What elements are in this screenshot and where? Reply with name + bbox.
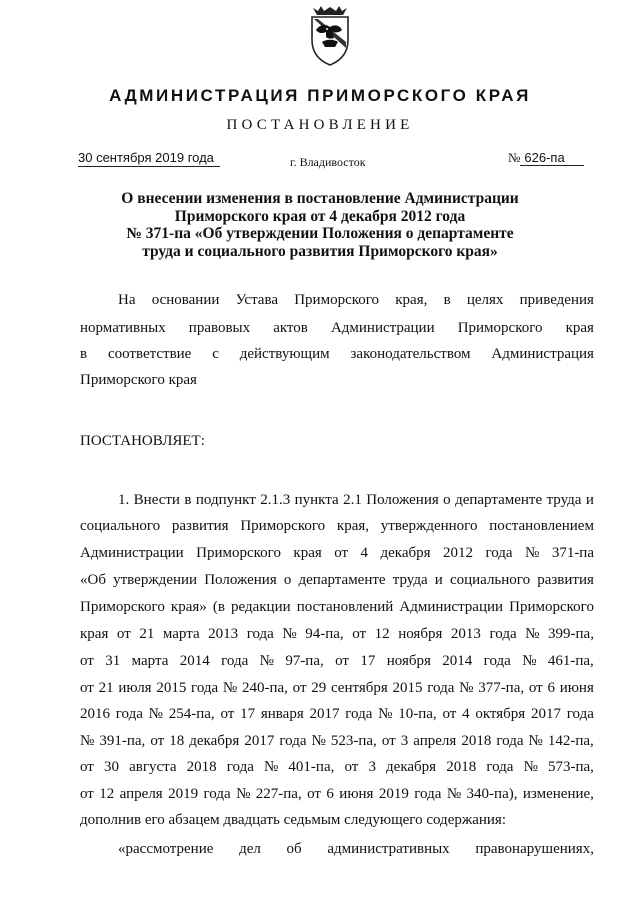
word: ноября [386,653,431,669]
word: июня [559,680,594,696]
paragraph-line [80,759,594,779]
word: от [528,680,543,696]
number-value: 626-па [520,150,584,166]
word: августа [129,759,177,775]
preamble-line [80,320,594,340]
word: № [222,680,238,696]
word: Внести [133,492,180,508]
paragraph-line [80,626,594,646]
word: октября [475,706,526,722]
word: от [80,680,94,696]
word: 371-па [551,545,594,561]
word: действующим [239,346,330,362]
word: года [191,680,219,696]
word: Приморского [240,518,326,534]
word: года [246,626,274,642]
word: июня [339,786,374,802]
word: правонарушениях, [475,841,594,857]
word: № [446,786,462,802]
word: 2017 [309,706,340,722]
word: года [489,626,517,642]
document-number [508,150,584,172]
paragraph-line: дополнив его абзацем двадцать седьмым следующего содержания: [80,812,506,828]
word: от [344,759,359,775]
word: № [80,733,95,749]
word: Приморского [294,292,380,308]
word: развития [171,518,229,534]
word: 2014 [179,653,210,669]
word: Администрации [399,599,504,615]
word: Администрация [491,346,594,362]
word: 142-па, [547,733,594,749]
word: 573-па, [547,759,594,775]
document-date [78,150,220,172]
word: года [496,733,524,749]
word: № [525,626,540,642]
word: 21 [139,626,155,642]
word: департаменте [455,492,543,508]
word: основании [151,292,220,308]
word: года [566,706,594,722]
word: труда [392,572,428,588]
title-line: О внесении изменения в постановление Администрации [121,190,519,207]
word: приведения [519,292,594,308]
word: 12 [374,626,390,642]
word: 6 [326,786,334,802]
word: социального [80,518,161,534]
word: года [345,706,373,722]
word: декабря [380,545,431,561]
word: «Об [80,572,106,588]
document-type: ПОСТАНОВЛЕНИЕ [226,117,414,133]
word: края [293,545,322,561]
word: 2016 [80,706,110,722]
word: 2019 [168,786,199,802]
word: подпункт [195,492,256,508]
word: декабря [386,759,437,775]
word: ноября [398,626,443,642]
title-line: № 371-па «Об утверждении Положения о департаменте [126,225,514,242]
word: от [335,653,349,669]
preamble-line: Приморского края [80,372,197,388]
word: 254-па, [168,706,215,722]
word: 12 [99,786,115,802]
word: края» [170,599,207,615]
word: от [307,786,321,802]
word: № [522,653,537,669]
word: года [226,759,254,775]
word: 2.1 [343,492,362,508]
word: Приморского [196,545,281,561]
word: 2013 [450,626,481,642]
title-line: труда и социального развития Приморского края» [142,242,498,260]
date-value: 30 сентября 2019 года [78,150,220,167]
word: 3 [400,733,409,749]
word: о [443,492,451,508]
word: от [80,653,94,669]
word: года [414,786,442,802]
word: 2012 [443,545,473,561]
word: 2017 [530,706,561,722]
word: края, [395,292,428,308]
word: 94-па, [305,626,344,642]
word: № [236,786,251,802]
organization-name: АДМИНИСТРАЦИЯ ПРИМОРСКОГО КРАЯ [109,86,531,105]
word: На [118,292,136,308]
word: 227-па, [255,786,302,802]
word: 401-па, [288,759,335,775]
word: 2017 [244,733,275,749]
resolves-heading: ПОСТАНОВЛЯЕТ: [80,433,205,449]
word: о [283,572,292,588]
word: 30 [103,759,119,775]
word: от [80,759,94,775]
word: года [485,545,513,561]
word: 31 [105,653,121,669]
word: Приморского [509,599,594,615]
word: года [279,733,307,749]
word: утвержденного [380,518,478,534]
word: № [525,545,540,561]
word: и [585,492,594,508]
word: в [443,292,451,308]
word: постановлением [489,518,594,534]
word: № [282,626,297,642]
word: в [184,492,192,508]
paragraph-line [80,680,594,700]
word: соответствие [107,346,192,362]
word: правовых [188,320,251,336]
preamble-line [80,292,594,312]
word: края [565,320,594,336]
word: 2019 [378,786,409,802]
word: 377-па, [478,680,525,696]
paragraph-line [80,653,594,673]
word: в [80,346,88,362]
word: с [212,346,219,362]
paragraph-line [80,492,594,512]
word: года [427,680,455,696]
word: Положения [366,492,439,508]
word: от [442,706,457,722]
word: № [259,653,274,669]
word: года [115,706,143,722]
word: Администрации [330,320,435,336]
word: года [221,653,249,669]
word: 1. [118,492,130,508]
word: 391-па, [99,733,146,749]
word: административных [327,841,450,857]
word: от [352,626,367,642]
word: 97-па, [285,653,324,669]
word: Положения [204,572,277,588]
word: от [381,733,396,749]
word: от [334,545,349,561]
word: от [292,680,307,696]
word: 21 [98,680,114,696]
word: департаменте [298,572,386,588]
word: края, [336,518,370,534]
document-city: г. Владивосток [290,155,366,169]
word: постановлений [296,599,394,615]
word: об [286,841,302,857]
coat-of-arms-icon [304,6,356,66]
word: марта [131,653,169,669]
paragraph-line [80,706,594,726]
word: изменение, [522,786,594,802]
word: года [486,759,514,775]
document-title [80,190,560,260]
number-prefix: № [508,150,521,165]
word: 4 [360,545,369,561]
word: № [378,706,393,722]
word: года [203,786,231,802]
paragraph-line [80,841,594,861]
word: года [483,653,511,669]
word: дел [239,841,261,857]
paragraph-line [80,599,594,619]
word: 3 [368,759,376,775]
word: 340-па), [466,786,518,802]
word: «рассмотрение [118,841,214,857]
word: 2.1.3 [260,492,291,508]
word: края [80,626,109,642]
word: № [528,733,543,749]
word: сентября [330,680,388,696]
word: редакции [231,599,291,615]
word: законодательством [350,346,471,362]
word: пункта [294,492,339,508]
word: от [150,733,165,749]
word: 399-па, [548,626,594,642]
word: 10-па, [398,706,437,722]
word: № [148,706,163,722]
word: от [116,626,131,642]
word: актов [273,320,308,336]
word: 2015 [156,680,187,696]
word: № [264,759,279,775]
word: № [523,759,538,775]
paragraph-line [80,572,594,592]
word: № [459,680,474,696]
word: (в [212,599,225,615]
word: развития [537,572,594,588]
word: 2018 [446,759,477,775]
preamble-line [80,346,594,366]
word: 6 [547,680,555,696]
word: труда [546,492,582,508]
word: и [434,572,443,588]
word: нормативных [80,320,166,336]
word: 461-па, [547,653,594,669]
word: 2014 [442,653,473,669]
word: января [260,706,304,722]
word: Приморского [80,599,165,615]
word: 523-па, [330,733,377,749]
word: 2015 [392,680,423,696]
paragraph-line [80,518,594,538]
word: № [311,733,326,749]
paragraph-line [80,786,594,806]
word: апреля [119,786,163,802]
word: Приморского [457,320,543,336]
word: 17 [360,653,376,669]
word: 17 [240,706,256,722]
paragraph-line [80,733,594,753]
word: от [80,786,94,802]
word: марта [162,626,200,642]
word: апреля [413,733,457,749]
word: социального [449,572,531,588]
word: Администрации [80,545,184,561]
word: 2018 [461,733,492,749]
word: 2018 [186,759,217,775]
word: декабря [189,733,240,749]
word: от [220,706,235,722]
word: утверждении [113,572,198,588]
word: 4 [462,706,470,722]
word: 2013 [208,626,239,642]
paragraph-line [80,545,594,565]
word: 18 [169,733,185,749]
word: целях [466,292,504,308]
word: 240-па, [241,680,288,696]
title-line: Приморского края от 4 декабря 2012 года [174,207,466,225]
word: Устава [235,292,279,308]
word: 29 [311,680,327,696]
word: июля [118,680,152,696]
